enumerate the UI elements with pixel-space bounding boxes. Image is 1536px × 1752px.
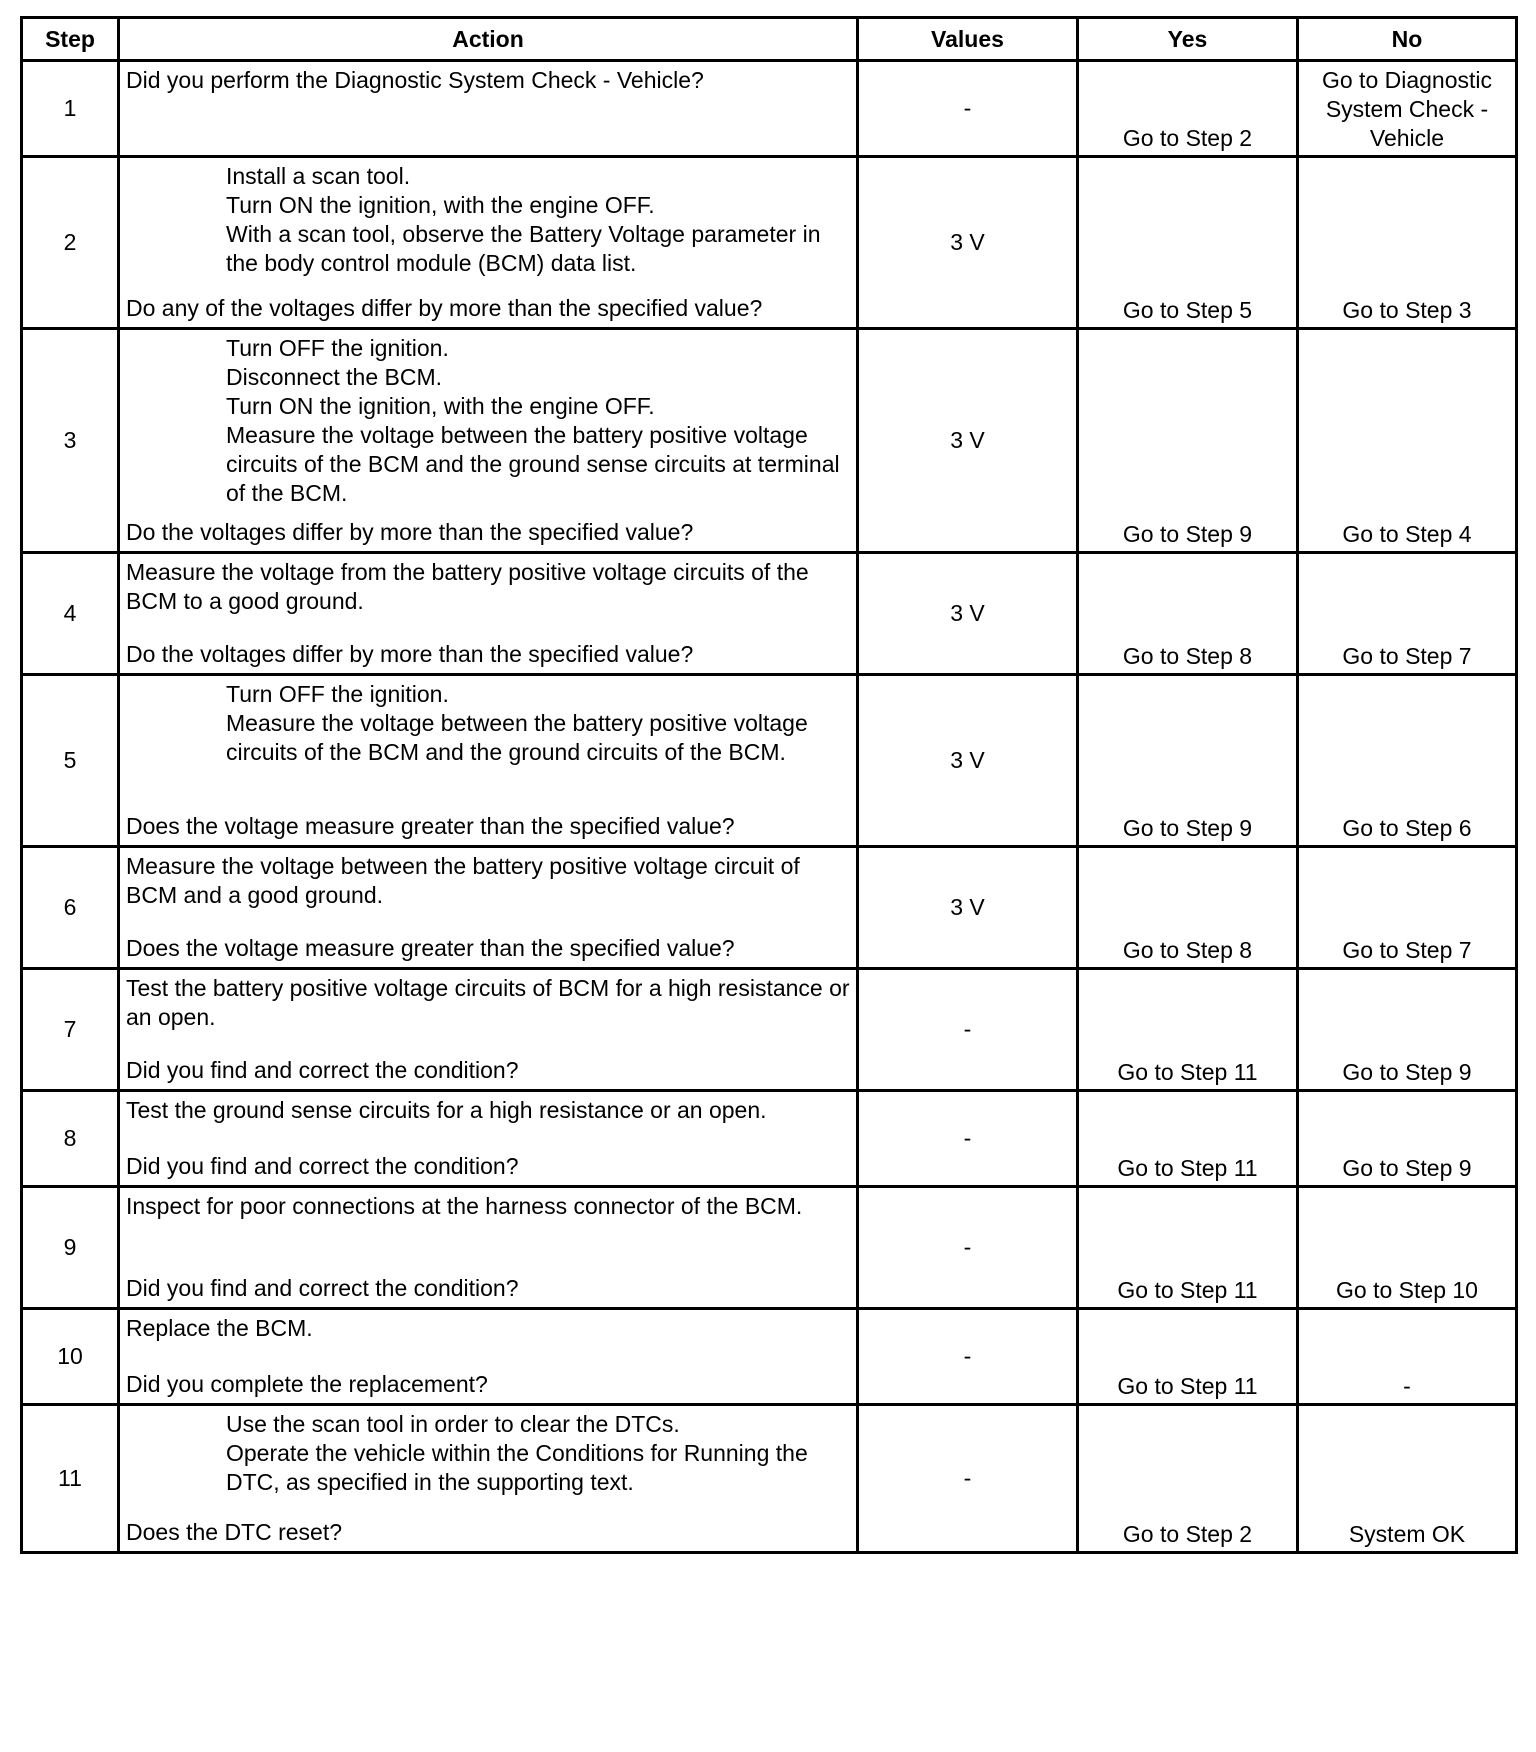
instruction-line: Install a scan tool.: [226, 163, 411, 189]
action-cell: [119, 1187, 858, 1309]
no-cell: Go to Step 10: [1298, 1187, 1517, 1309]
table-row: [22, 61, 1517, 157]
instruction-line: Turn OFF the ignition.: [226, 681, 449, 707]
value-cell: 3 V: [858, 847, 1078, 969]
step-number: 8: [22, 1091, 119, 1187]
action-question: Does the voltage measure greater than the specified value?: [126, 935, 735, 961]
instruction-line: Turn ON the ignition, with the engine OFF.: [226, 192, 655, 218]
action-text: Measure the voltage between the battery positive voltage circuit of BCM and a good ground.: [126, 853, 800, 908]
value-cell: -: [858, 1309, 1078, 1405]
action-question: Do the voltages differ by more than the specified value?: [126, 519, 694, 545]
table-row: [22, 1187, 1517, 1309]
no-cell: Go to Step 7: [1298, 847, 1517, 969]
step-number: 6: [22, 847, 119, 969]
yes-cell: Go to Step 8: [1078, 553, 1298, 675]
action-instructions: [126, 162, 852, 278]
diagnostic-table: [20, 16, 1518, 1554]
header-yes: Yes: [1078, 18, 1298, 61]
action-question: Did you find and correct the condition?: [126, 1057, 519, 1083]
action-text: Inspect for poor connections at the harness connector of the BCM.: [126, 1193, 803, 1219]
step-number: 1: [22, 61, 119, 157]
table-row: [22, 1091, 1517, 1187]
step-number: 5: [22, 675, 119, 847]
no-cell: Go to Step 3: [1298, 157, 1517, 329]
value-cell: 3 V: [858, 675, 1078, 847]
instruction-line: Turn ON the ignition, with the engine OFF.: [226, 393, 655, 419]
action-question: Do the voltages differ by more than the specified value?: [126, 641, 694, 667]
instruction-line: Turn OFF the ignition.: [226, 335, 449, 361]
step-number: 10: [22, 1309, 119, 1405]
step-number: 11: [22, 1405, 119, 1553]
table-row: [22, 329, 1517, 553]
step-number: 2: [22, 157, 119, 329]
action-text: Replace the BCM.: [126, 1315, 313, 1341]
instruction-line: Measure the voltage between the battery positive voltage circuits of the BCM and the ground circuits of the BCM.: [226, 710, 808, 765]
value-cell: -: [858, 61, 1078, 157]
header-action: Action: [119, 18, 858, 61]
action-instructions: [126, 334, 852, 508]
value-cell: 3 V: [858, 329, 1078, 553]
action-cell: [119, 969, 858, 1091]
yes-cell: Go to Step 11: [1078, 969, 1298, 1091]
action-question: Does the voltage measure greater than the specified value?: [126, 813, 735, 839]
no-cell: System OK: [1298, 1405, 1517, 1553]
value-cell: -: [858, 1091, 1078, 1187]
action-cell: [119, 1405, 858, 1553]
action-instructions: [126, 1410, 852, 1497]
step-number: 9: [22, 1187, 119, 1309]
table-row: [22, 1309, 1517, 1405]
action-cell: [119, 1091, 858, 1187]
step-number: 3: [22, 329, 119, 553]
action-text: Did you perform the Diagnostic System Check - Vehicle?: [126, 67, 704, 93]
table-row: [22, 847, 1517, 969]
header-row: [22, 18, 1517, 61]
action-question: Do any of the voltages differ by more than the specified value?: [126, 295, 763, 321]
yes-cell: Go to Step 2: [1078, 61, 1298, 157]
no-cell: Go to Step 4: [1298, 329, 1517, 553]
table-row: [22, 675, 1517, 847]
yes-cell: Go to Step 11: [1078, 1187, 1298, 1309]
value-cell: -: [858, 1405, 1078, 1553]
value-cell: 3 V: [858, 553, 1078, 675]
value-cell: 3 V: [858, 157, 1078, 329]
yes-cell: Go to Step 8: [1078, 847, 1298, 969]
action-cell: [119, 675, 858, 847]
step-number: 7: [22, 969, 119, 1091]
diagnostic-table-wrapper: [20, 16, 1518, 1554]
yes-cell: Go to Step 9: [1078, 675, 1298, 847]
action-text: Test the battery positive voltage circuits of BCM for a high resistance or an open.: [126, 975, 850, 1030]
no-cell: Go to Diagnostic System Check - Vehicle: [1298, 61, 1517, 157]
action-instructions: [126, 680, 852, 767]
yes-cell: Go to Step 11: [1078, 1309, 1298, 1405]
action-cell: [119, 553, 858, 675]
action-cell: [119, 1309, 858, 1405]
instruction-line: Disconnect the BCM.: [226, 364, 443, 390]
no-cell: Go to Step 7: [1298, 553, 1517, 675]
yes-cell: Go to Step 5: [1078, 157, 1298, 329]
action-question: Did you find and correct the condition?: [126, 1153, 519, 1179]
action-cell: [119, 847, 858, 969]
no-cell: Go to Step 9: [1298, 1091, 1517, 1187]
value-cell: -: [858, 1187, 1078, 1309]
table-row: [22, 157, 1517, 329]
yes-cell: Go to Step 9: [1078, 329, 1298, 553]
action-cell: [119, 329, 858, 553]
instruction-line: With a scan tool, observe the Battery Voltage parameter in the body control module (BCM) data list.: [226, 221, 821, 276]
table-row: [22, 969, 1517, 1091]
action-cell: [119, 157, 858, 329]
action-question: Does the DTC reset?: [126, 1519, 343, 1545]
yes-cell: Go to Step 2: [1078, 1405, 1298, 1553]
value-cell: -: [858, 969, 1078, 1091]
action-text: Test the ground sense circuits for a high resistance or an open.: [126, 1097, 767, 1123]
no-cell: -: [1298, 1309, 1517, 1405]
action-question: Did you find and correct the condition?: [126, 1275, 519, 1301]
action-text: Measure the voltage from the battery positive voltage circuits of the BCM to a good ground.: [126, 559, 809, 614]
table-row: [22, 553, 1517, 675]
instruction-line: Use the scan tool in order to clear the DTCs.: [226, 1411, 680, 1437]
instruction-line: Operate the vehicle within the Conditions for Running the DTC, as specified in the supporting text.: [226, 1440, 808, 1495]
header-values: Values: [858, 18, 1078, 61]
instruction-line: Measure the voltage between the battery positive voltage circuits of the BCM and the ground sense circuits at terminal of the BCM.: [226, 422, 840, 506]
action-cell: [119, 61, 858, 157]
yes-cell: Go to Step 11: [1078, 1091, 1298, 1187]
table-row: [22, 1405, 1517, 1553]
no-cell: Go to Step 9: [1298, 969, 1517, 1091]
step-number: 4: [22, 553, 119, 675]
no-cell: Go to Step 6: [1298, 675, 1517, 847]
action-question: Did you complete the replacement?: [126, 1371, 488, 1397]
header-no: No: [1298, 18, 1517, 61]
header-step: Step: [22, 18, 119, 61]
